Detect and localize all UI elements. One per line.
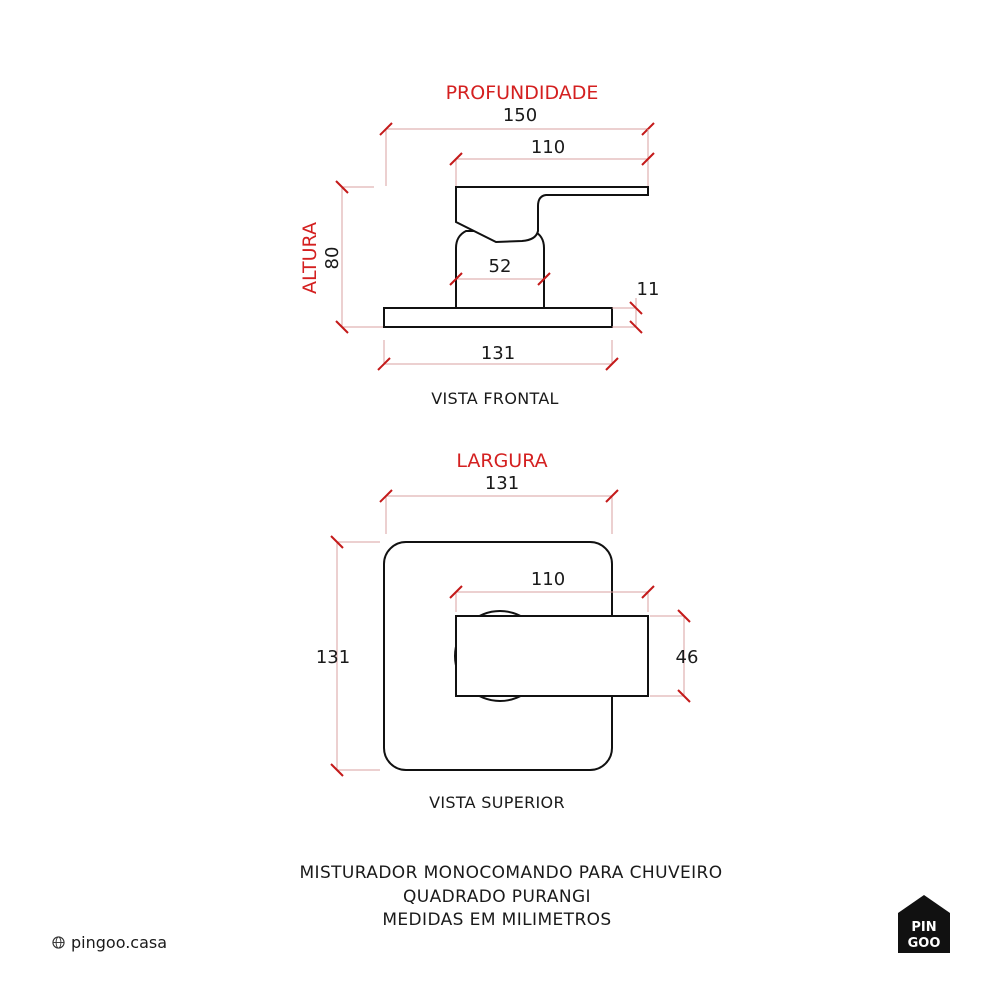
plate-height-value: 131 [315,647,351,668]
product-title-line3: MEDIDAS EM MILIMETROS [382,910,612,930]
depth-label: PROFUNDIDADE [445,82,599,104]
logo-text-line1: PIN [911,920,937,935]
front-view-caption: VISTA FRONTAL [431,389,559,408]
front-view [299,82,659,408]
dimension-plate-thickness [612,298,642,333]
website-text: pingoo.casa [71,933,168,952]
product-title-line1: MISTURADOR MONOCOMANDO PARA CHUVEIRO [299,863,723,883]
width-label: LARGURA [456,450,548,472]
height-value: 80 [322,246,343,270]
front-lever-length-value: 110 [530,137,566,158]
mixer-lever-front [456,187,648,242]
height-label: ALTURA [299,222,321,294]
width-value: 131 [484,473,520,494]
lever-width-value: 46 [675,647,699,668]
dimension-height [336,181,384,333]
top-lever-length-value: 110 [530,569,566,590]
product-title-block [299,863,722,930]
front-plate-width-value: 131 [480,343,516,364]
logo-text-line2: GOO [907,936,941,951]
mixer-lever-top [456,616,648,696]
pingoo-logo [898,893,950,953]
body-width-value: 52 [488,256,512,277]
plate-thickness-value: 11 [636,279,660,300]
website-link[interactable] [52,933,167,952]
depth-total-value: 150 [502,105,538,126]
wall-plate-front [384,308,612,327]
globe-icon [52,936,65,949]
top-view [316,450,699,812]
product-title-line2: QUADRADO PURANGI [403,887,591,907]
dimension-depth-total [380,123,654,186]
dimension-width [380,490,618,534]
top-view-caption: VISTA SUPERIOR [429,793,565,812]
